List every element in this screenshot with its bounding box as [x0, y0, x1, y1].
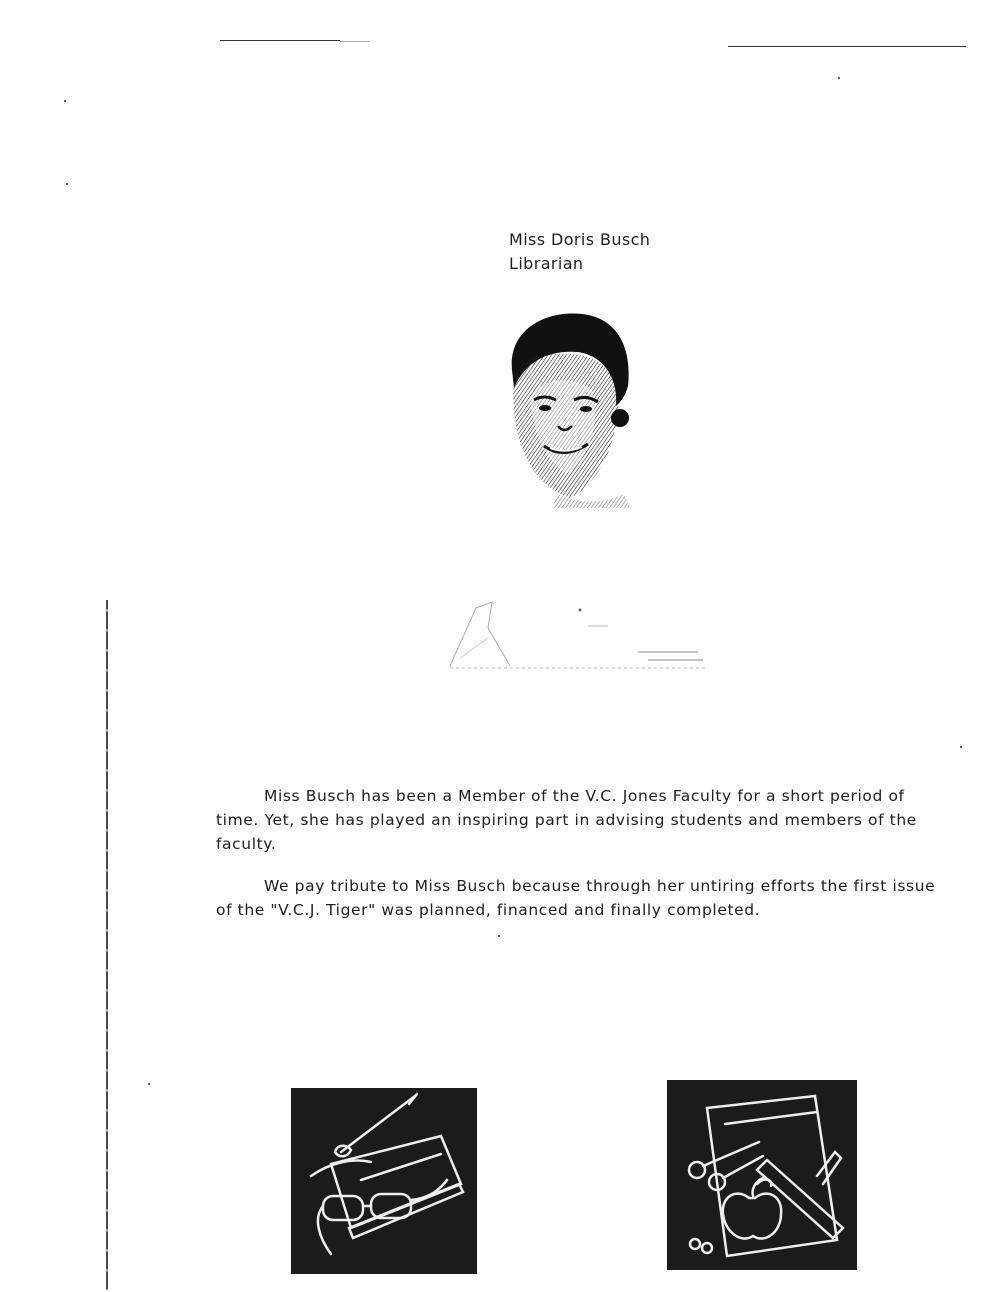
profile-name: Miss Doris Busch [509, 230, 651, 249]
tribute-paragraph-1: Miss Busch has been a Member of the V.C. Jones Faculty for a short period of time. Yet, she has played an inspiring part in advising students and members of the faculty. [216, 787, 917, 853]
speck [960, 746, 962, 748]
scissors-apple-ruler-icon [667, 1080, 857, 1270]
page-edge-line [106, 600, 108, 1290]
scan-smudge [448, 598, 708, 673]
tribute-paragraph-2: We pay tribute to Miss Busch because through her untiring efforts the first issue of the "V.C.J. Tiger" was planned, financed and finally completed. [216, 877, 936, 919]
speck [66, 183, 68, 185]
speck [64, 100, 66, 102]
top-rule-left [220, 40, 340, 41]
profile-title: Librarian [509, 254, 584, 273]
portrait-photo [500, 308, 650, 508]
profile-caption [509, 228, 650, 276]
top-rule-right [728, 46, 966, 47]
speck [498, 935, 500, 937]
top-rule-mid [340, 41, 370, 42]
speck [148, 1083, 150, 1085]
book-quill-glasses-icon [291, 1088, 477, 1274]
speck [838, 77, 840, 79]
